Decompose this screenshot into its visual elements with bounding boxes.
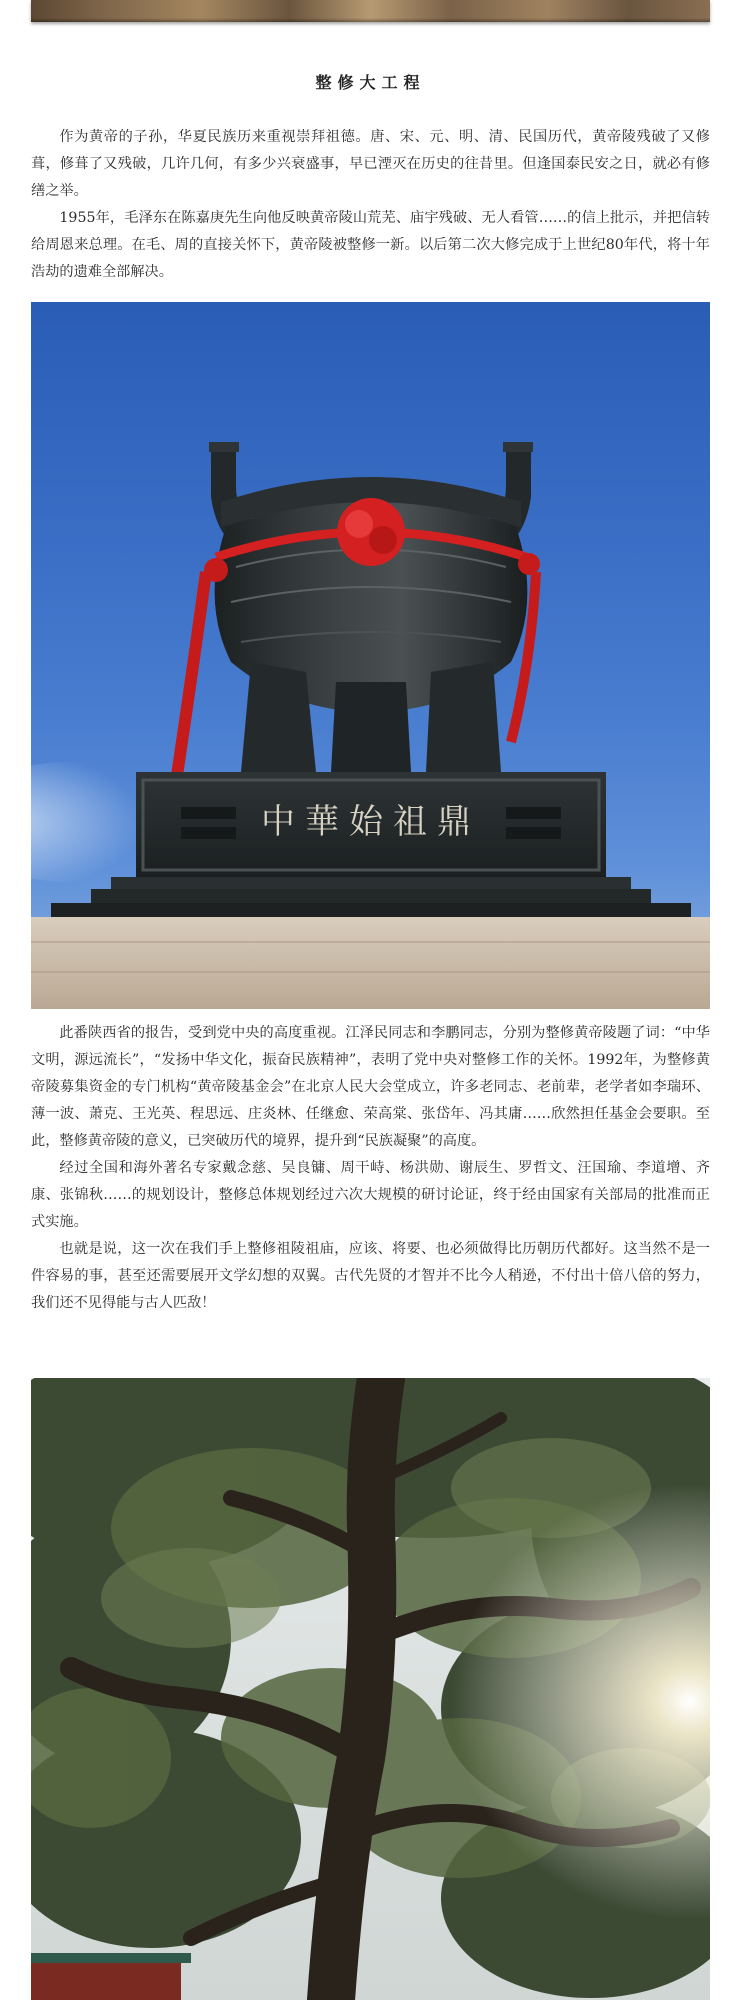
cypress-tree-photo	[31, 1378, 710, 2000]
ding-photo	[31, 302, 710, 1009]
text-block-intro	[31, 124, 710, 286]
tree-illustration	[31, 1378, 710, 2000]
text-block-main	[31, 1020, 710, 1317]
ding-inscription: 中華始祖鼎	[261, 802, 481, 842]
paragraph: 也就是说，这一次在我们手上整修祖陵祖庙，应该、将要、也必须做得比历朝历代都好。这当然不是一件容易的事，甚至还需要展开文学幻想的双翼。古代先贤的才智并不比今人稍逊，不付出十倍八倍的努力，我们还不见得能与古人匹敌！	[31, 1241, 710, 1311]
ding-illustration	[31, 302, 710, 1009]
paragraph: 此番陕西省的报告，受到党中央的高度重视。江泽民同志和李鹏同志，分别为整修黄帝陵题了词：“中华文明，源远流长”，“发扬中华文化，振奋民族精神”，表明了党中央对整修工作的关怀。1992年，为整修黄帝陵募集资金的专门机构“黄帝陵基金会”在北京人民大会堂成立，许多老同志、老前辈，老学者如李瑞环、薄一波、萧克、王光英、程思远、庄炎林、任继愈、荣高棠、张岱年、冯其庸……欣然担任基金会要职。至此，整修黄帝陵的意义，已突破历代的境界，提升到“民族凝聚”的高度。	[31, 1025, 710, 1149]
paragraph: 作为黄帝的子孙，华夏民族历来重视崇拜祖德。唐、宋、元、明、清、民国历代，黄帝陵残破了又修葺，修葺了又残破，几许几何，有多少兴衰盛事，早已湮灭在历史的往昔里。但逢国泰民安之日，就必有修缮之举。	[31, 129, 710, 199]
paragraph: 1955年，毛泽东在陈嘉庚先生向他反映黄帝陵山荒芜、庙宇残破、无人看管……的信上批示，并把信转给周恩来总理。在毛、周的直接关怀下，黄帝陵被整修一新。以后第二次大修完成于上世纪80年代，将十年浩劫的遗难全部解决。	[31, 210, 710, 280]
top-photo-strip	[31, 0, 710, 22]
section-title: 整修大工程	[315, 73, 426, 92]
paragraph: 经过全国和海外著名专家戴念慈、吴良镛、周干峙、杨洪勋、谢辰生、罗哲文、汪国瑜、李道增、齐康、张锦秋……的规划设计，整修总体规划经过六次大规模的研讨论证，终于经由国家有关部局的批准而正式实施。	[31, 1160, 710, 1230]
